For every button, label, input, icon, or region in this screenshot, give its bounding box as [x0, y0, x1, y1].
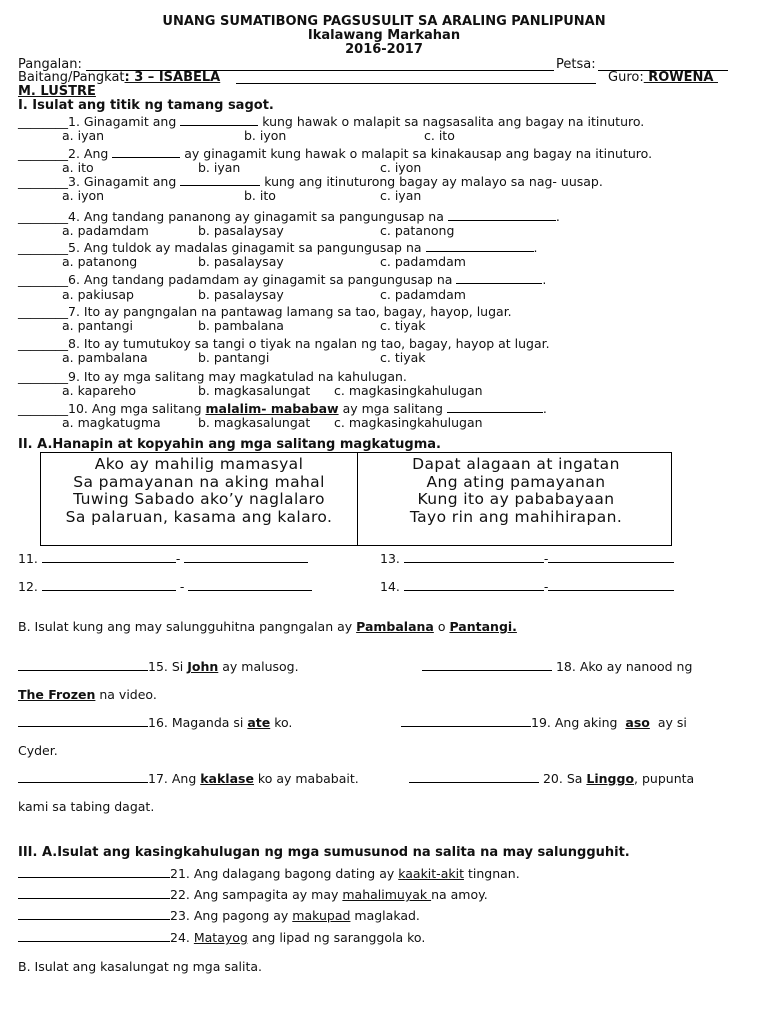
q19-text-pre: 19. Ang aking	[531, 715, 626, 730]
q20-underlined: Linggo	[586, 771, 635, 786]
q9-choice-a[interactable]: a. kapareho	[62, 383, 137, 398]
q9-choice-c[interactable]: c. magkasingkahulugan	[334, 383, 483, 398]
q8-choice-a[interactable]: a. pambalana	[62, 350, 148, 365]
dash: -	[175, 551, 181, 566]
q3-text-post: kung ang itinuturong bagay ay malayo sa nag- uusap.	[260, 174, 603, 189]
answer-line[interactable]	[18, 930, 170, 942]
q3-line	[18, 174, 603, 189]
q7-line	[18, 304, 512, 319]
fill-blank[interactable]	[426, 240, 534, 252]
q4-text-pre: 4. Ang tandang pananong ay ginagamit sa pangungusap na	[68, 209, 448, 224]
date-label: Petsa:	[556, 57, 596, 72]
answer-blank[interactable]: ________	[18, 146, 68, 161]
item-13	[380, 551, 674, 566]
answer-line[interactable]	[18, 866, 170, 878]
school-year: 2016-2017	[345, 42, 423, 57]
q10-choice-c[interactable]: c. magkasingkahulugan	[334, 415, 483, 430]
q6-choice-b[interactable]: b. pasalaysay	[198, 287, 284, 302]
q5-line	[18, 240, 537, 255]
q1-line	[18, 114, 644, 129]
grade-label-text: Baitang/Pangkat	[18, 70, 125, 85]
q10-text-pre: 10. Ang mga salitang	[68, 401, 206, 416]
q16-text-post: ko.	[270, 715, 293, 730]
grade-label	[18, 70, 220, 85]
q2-text-pre: 2. Ang	[68, 146, 113, 161]
q8-text: 8. Ito ay tumutukoy sa tangi o tiyak na ngalan ng tao, bagay, hayop at lugar.	[68, 336, 550, 351]
poem-line: Dapat alagaan at ingatan	[412, 455, 620, 473]
poem-line: Tayo rin ang mahihirapan.	[409, 507, 623, 526]
poem-right	[358, 456, 674, 526]
dash: -	[543, 551, 549, 566]
q20-text-pre: 20. Sa	[539, 771, 587, 786]
instruction-text: B. Isulat kung ang may salungguhitna pangngalan ay	[18, 619, 357, 634]
q1-choice-a[interactable]: a. iyan	[62, 128, 105, 143]
item-14	[380, 579, 674, 594]
q6-text-pre: 6. Ang tandang padamdam ay ginagamit sa pangungusap na	[68, 272, 457, 287]
q5-choice-c[interactable]: c. padamdam	[380, 254, 466, 269]
answer-line[interactable]	[18, 908, 170, 920]
q7-choice-a[interactable]: a. pantangi	[62, 318, 134, 333]
poem-box	[40, 452, 672, 546]
fill-blank[interactable]	[447, 401, 543, 413]
q19-underlined: aso	[625, 715, 650, 730]
answer-blank[interactable]: ________	[18, 369, 68, 384]
part2-title: II. A.Hanapin at kopyahin ang mga salitang magkatugma.	[18, 437, 441, 452]
q7-choice-b[interactable]: b. pambalana	[198, 318, 284, 333]
teacher-name-first: ROWENA	[643, 70, 718, 85]
fill-blank[interactable]	[112, 146, 180, 158]
answer-line[interactable]	[42, 579, 176, 591]
q23-text-post: maglakad.	[350, 908, 420, 923]
q4-choice-c[interactable]: c. patanong	[380, 223, 455, 238]
q5-text-post: .	[533, 240, 538, 255]
keyword-pambalana: Pambalana	[356, 619, 434, 634]
teacher-label-text: Guro:	[608, 70, 644, 85]
q18-line	[422, 659, 692, 674]
fill-blank[interactable]	[180, 174, 260, 186]
answer-line[interactable]	[422, 659, 552, 671]
q5-choice-b[interactable]: b. pasalaysay	[198, 254, 284, 269]
q21-line	[18, 866, 520, 881]
fill-blank[interactable]	[180, 114, 258, 126]
q9-choice-b[interactable]: b. magkasalungat	[198, 383, 311, 398]
q7-choice-c[interactable]: c. tiyak	[380, 318, 426, 333]
answer-line[interactable]	[401, 715, 531, 727]
q6-choice-a[interactable]: a. pakiusap	[62, 287, 134, 302]
q19-text-post: ay si	[649, 715, 687, 730]
q3-choice-b[interactable]: b. ito	[244, 188, 276, 203]
q10-choice-a[interactable]: a. magkatugma	[62, 415, 161, 430]
q21-underlined: kaakit-akit	[398, 866, 464, 881]
answer-line[interactable]	[188, 579, 312, 591]
q15-text-pre: 15. Si	[148, 659, 188, 674]
q24-underlined: Matayog	[193, 930, 248, 945]
q17-underlined: kaklase	[200, 771, 254, 786]
q6-line	[18, 272, 546, 287]
q2-choice-c[interactable]: c. iyon	[380, 160, 422, 175]
answer-line[interactable]	[404, 579, 544, 591]
q4-choice-a[interactable]: a. padamdam	[62, 223, 149, 238]
q10-choice-b[interactable]: b. magkasalungat	[198, 415, 311, 430]
teacher-name-rest: M. LUSTRE	[18, 84, 96, 99]
q15-line	[18, 659, 299, 674]
q9-line	[18, 369, 407, 384]
dash: -	[543, 579, 549, 594]
q24-text-pre: 24.	[170, 930, 194, 945]
q18-text-post: na video.	[95, 687, 157, 702]
keyword-pantangi: Pantangi.	[449, 619, 517, 634]
q2-line	[18, 146, 652, 161]
q15-underlined: John	[187, 659, 219, 674]
q18-cont	[18, 687, 157, 702]
answer-line[interactable]	[42, 551, 176, 563]
q24-text-post: ang lipad ng saranggola ko.	[247, 930, 426, 945]
part2b-instruction	[18, 619, 517, 634]
part3b-title: B. Isulat ang kasalungat ng mga salita.	[18, 959, 263, 974]
item-11	[18, 551, 308, 566]
q23-text-pre: 23. Ang pagong ay	[170, 908, 293, 923]
answer-line[interactable]	[409, 771, 539, 783]
q20-line	[409, 771, 694, 786]
answer-blank[interactable]: ________	[18, 272, 68, 287]
q1-text-pre: 1. Ginagamit ang	[68, 114, 181, 129]
q3-choice-c[interactable]: c. iyan	[380, 188, 422, 203]
q4-text-post: .	[555, 209, 560, 224]
q23-line	[18, 908, 420, 923]
q2-text-post: ay ginagamit kung hawak o malapit sa kinakausap ang bagay na itinuturo.	[180, 146, 653, 161]
answer-line[interactable]	[18, 771, 148, 783]
item-number: 12.	[18, 579, 38, 594]
q1-choice-b[interactable]: b. iyon	[244, 128, 287, 143]
item-12	[18, 579, 312, 594]
q3-text-pre: 3. Ginagamit ang	[68, 174, 181, 189]
poem-line: Ang ating pamayanan	[426, 472, 606, 491]
q4-choice-b[interactable]: b. pasalaysay	[198, 223, 284, 238]
q10-underlined-words: malalim- mababaw	[205, 401, 339, 416]
answer-line[interactable]	[184, 551, 308, 563]
fill-blank[interactable]	[448, 209, 556, 221]
q9-text: 9. Ito ay mga salitang may magkatulad na kahulugan.	[68, 369, 407, 384]
q22-underlined: mahalimuyak	[342, 887, 432, 902]
answer-blank[interactable]: ________	[18, 209, 68, 224]
exam-title: UNANG SUMATIBONG PAGSUSULIT SA ARALING PANLIPUNAN	[162, 14, 606, 29]
q8-line	[18, 336, 550, 351]
q20-text-post: , pupunta	[634, 771, 695, 786]
answer-line[interactable]	[404, 551, 544, 563]
q23-underlined: makupad	[292, 908, 351, 923]
instruction-text: o	[433, 619, 450, 634]
poem-line: Ako ay mahilig mamasyal	[94, 455, 304, 473]
part3-title: III. A.Isulat ang kasingkahulugan ng mga sumusunod na salita na may salungguhit.	[18, 845, 630, 860]
q22-text-post: na amoy.	[431, 887, 488, 902]
q16-underlined: ate	[247, 715, 271, 730]
q6-choice-c[interactable]: c. padamdam	[380, 287, 466, 302]
q17-line	[18, 771, 359, 786]
q20-cont: kami sa tabing dagat.	[18, 799, 155, 814]
q22-text-pre: 22. Ang sampagita ay may	[170, 887, 343, 902]
q7-text: 7. Ito ay pangngalan na pantawag lamang sa tao, bagay, hayop, lugar.	[68, 304, 512, 319]
q19-line	[401, 715, 687, 730]
fill-blank[interactable]	[456, 272, 542, 284]
q3-choice-a[interactable]: a. iyon	[62, 188, 105, 203]
poem-line: Sa palaruan, kasama ang kalaro.	[65, 507, 333, 526]
grade-value: : 3 – ISABELA	[124, 70, 221, 85]
answer-line[interactable]	[548, 579, 674, 591]
answer-blank[interactable]: ________	[18, 240, 68, 255]
q17-text-pre: 17. Ang	[148, 771, 201, 786]
q4-line	[18, 209, 560, 224]
answer-blank[interactable]: ________	[18, 174, 68, 189]
answer-blank[interactable]: ________	[18, 401, 68, 416]
poem-line: Sa pamayanan na aking mahal	[73, 472, 325, 491]
q10-line	[18, 401, 547, 416]
q8-choice-b[interactable]: b. pantangi	[198, 350, 270, 365]
grade-rule	[236, 83, 596, 84]
q5-choice-a[interactable]: a. patanong	[62, 254, 138, 269]
poem-left	[41, 456, 357, 526]
answer-blank[interactable]: ________	[18, 304, 68, 319]
item-number: 13.	[380, 551, 400, 566]
answer-line[interactable]	[548, 551, 674, 563]
q22-line	[18, 887, 488, 902]
teacher-label	[608, 70, 718, 85]
q2-choice-b[interactable]: b. iyan	[198, 160, 241, 175]
answer-blank[interactable]: ________	[18, 114, 68, 129]
q16-line	[18, 715, 292, 730]
answer-blank[interactable]: ________	[18, 336, 68, 351]
q10-text-end: .	[542, 401, 547, 416]
q19-cont: Cyder.	[18, 743, 58, 758]
q18-underlined: The Frozen	[18, 687, 96, 702]
answer-line[interactable]	[18, 659, 148, 671]
quarter-label: Ikalawang Markahan	[307, 28, 461, 43]
q5-text-pre: 5. Ang tuldok ay madalas ginagamit sa pangungusap na	[68, 240, 426, 255]
q15-text-post: ay malusog.	[218, 659, 299, 674]
q17-text-post: ko ay mababait.	[253, 771, 359, 786]
q24-line	[18, 930, 425, 945]
answer-line[interactable]	[18, 715, 148, 727]
poem-line: Tuwing Sabado ako’y naglalaro	[73, 490, 325, 508]
q1-text-post: kung hawak o malapit sa nagsasalita ang bagay na itinuturo.	[258, 114, 645, 129]
q6-text-post: .	[542, 272, 547, 287]
answer-line[interactable]	[18, 887, 170, 899]
name-label: Pangalan:	[18, 57, 82, 72]
part1-title: I. Isulat ang titik ng tamang sagot.	[18, 98, 274, 113]
q10-text-post: ay mga salitang	[338, 401, 447, 416]
poem-line: Kung ito ay pababayaan	[417, 490, 615, 508]
item-number: 11.	[18, 551, 38, 566]
q21-text-pre: 21. Ang dalagang bagong dating ay	[170, 866, 399, 881]
q21-text-post: tingnan.	[463, 866, 520, 881]
q2-choice-a[interactable]: a. ito	[62, 160, 94, 175]
dash: -	[179, 579, 185, 594]
q1-choice-c[interactable]: c. ito	[424, 128, 455, 143]
q16-text-pre: 16. Maganda si	[148, 715, 248, 730]
item-number: 14.	[380, 579, 400, 594]
q18-text-pre: 18. Ako ay nanood ng	[552, 659, 693, 674]
q8-choice-c[interactable]: c. tiyak	[380, 350, 426, 365]
